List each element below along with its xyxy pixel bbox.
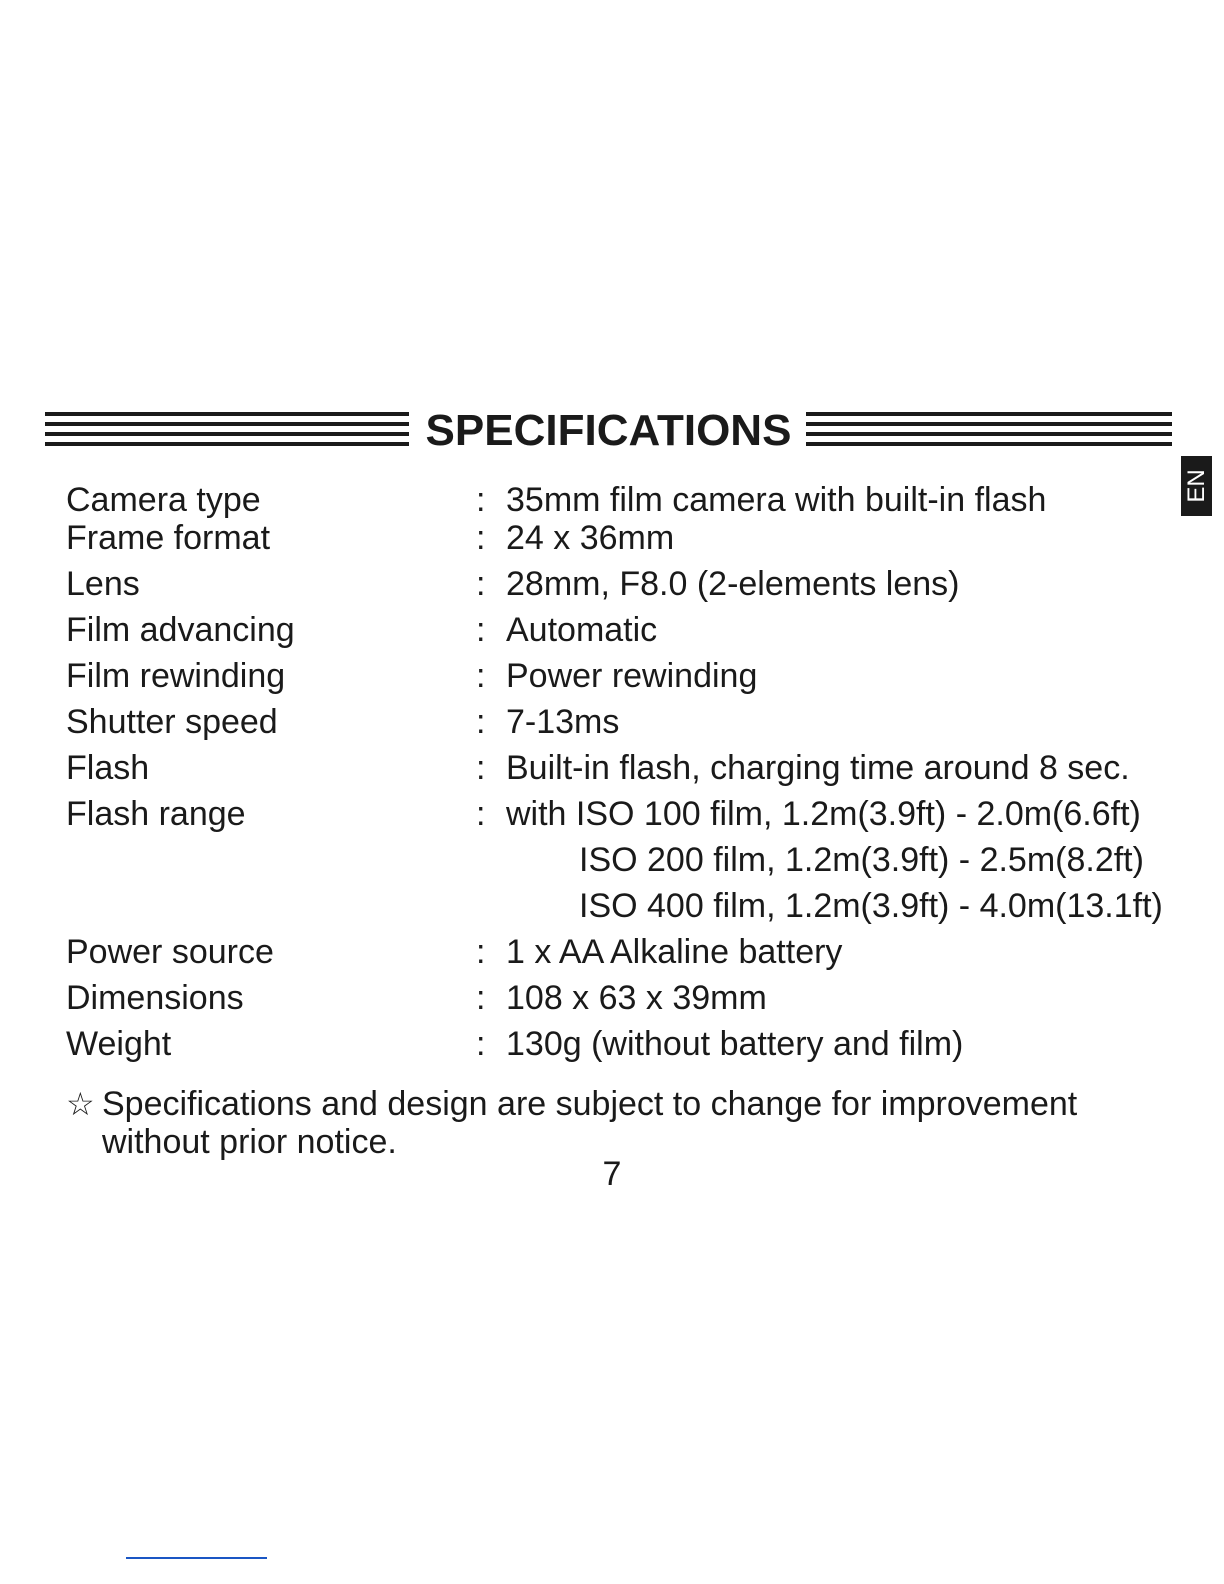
spec-label: Frame format <box>66 519 271 557</box>
spec-colon: : <box>476 657 486 695</box>
heading-rules-right <box>806 412 1172 448</box>
spec-label: Flash <box>66 749 150 787</box>
spec-colon: : <box>476 519 486 557</box>
spec-label: Camera type <box>66 481 261 519</box>
spec-colon: : <box>476 795 486 833</box>
spec-value: Built-in flash, charging time around 8 sec. <box>506 749 1130 787</box>
spec-label: Weight <box>66 1025 172 1063</box>
page-number: 7 <box>602 1155 622 1193</box>
spec-colon: : <box>476 611 486 649</box>
spec-value: 7-13ms <box>506 703 620 741</box>
language-tab <box>1181 456 1212 516</box>
section-heading <box>45 405 1172 457</box>
link-underline[interactable] <box>126 1557 267 1559</box>
language-tab-label: EN <box>1182 469 1210 503</box>
spec-value: 108 x 63 x 39mm <box>506 979 767 1017</box>
spec-colon: : <box>476 1025 486 1063</box>
page-title: SPECIFICATIONS <box>425 406 792 455</box>
flash-range-iso200: ISO 200 film, 1.2m(3.9ft) - 2.5m(8.2ft) <box>579 841 1144 879</box>
spec-label: Film advancing <box>66 611 295 649</box>
spec-value: 130g (without battery and film) <box>506 1025 964 1063</box>
spec-label: Power source <box>66 933 274 971</box>
flash-range-iso400: ISO 400 film, 1.2m(3.9ft) - 4.0m(13.1ft) <box>579 887 1163 925</box>
spec-label: Shutter speed <box>66 703 278 741</box>
spec-colon: : <box>476 565 486 603</box>
spec-colon: : <box>476 481 486 519</box>
spec-value: Automatic <box>506 611 658 649</box>
spec-colon: : <box>476 749 486 787</box>
spec-label: Lens <box>66 565 140 603</box>
spec-colon: : <box>476 979 486 1017</box>
spec-value: 35mm film camera with built-in flash <box>506 481 1047 519</box>
spec-value: 28mm, F8.0 (2-elements lens) <box>506 565 960 603</box>
spec-label: Film rewinding <box>66 657 286 695</box>
star-icon: ☆ <box>66 1086 95 1122</box>
spec-value: with ISO 100 film, 1.2m(3.9ft) - 2.0m(6.6ft) <box>506 795 1141 833</box>
spec-colon: : <box>476 933 486 971</box>
disclaimer-text: Specifications and design are subject to change for improvement without prior notice. <box>102 1085 1078 1161</box>
spec-value: 1 x AA Alkaline battery <box>506 933 843 971</box>
spec-colon: : <box>476 703 486 741</box>
spec-value: 24 x 36mm <box>506 519 675 557</box>
spec-value: Power rewinding <box>506 657 758 695</box>
spec-label: Dimensions <box>66 979 244 1017</box>
spec-label: Flash range <box>66 795 246 833</box>
